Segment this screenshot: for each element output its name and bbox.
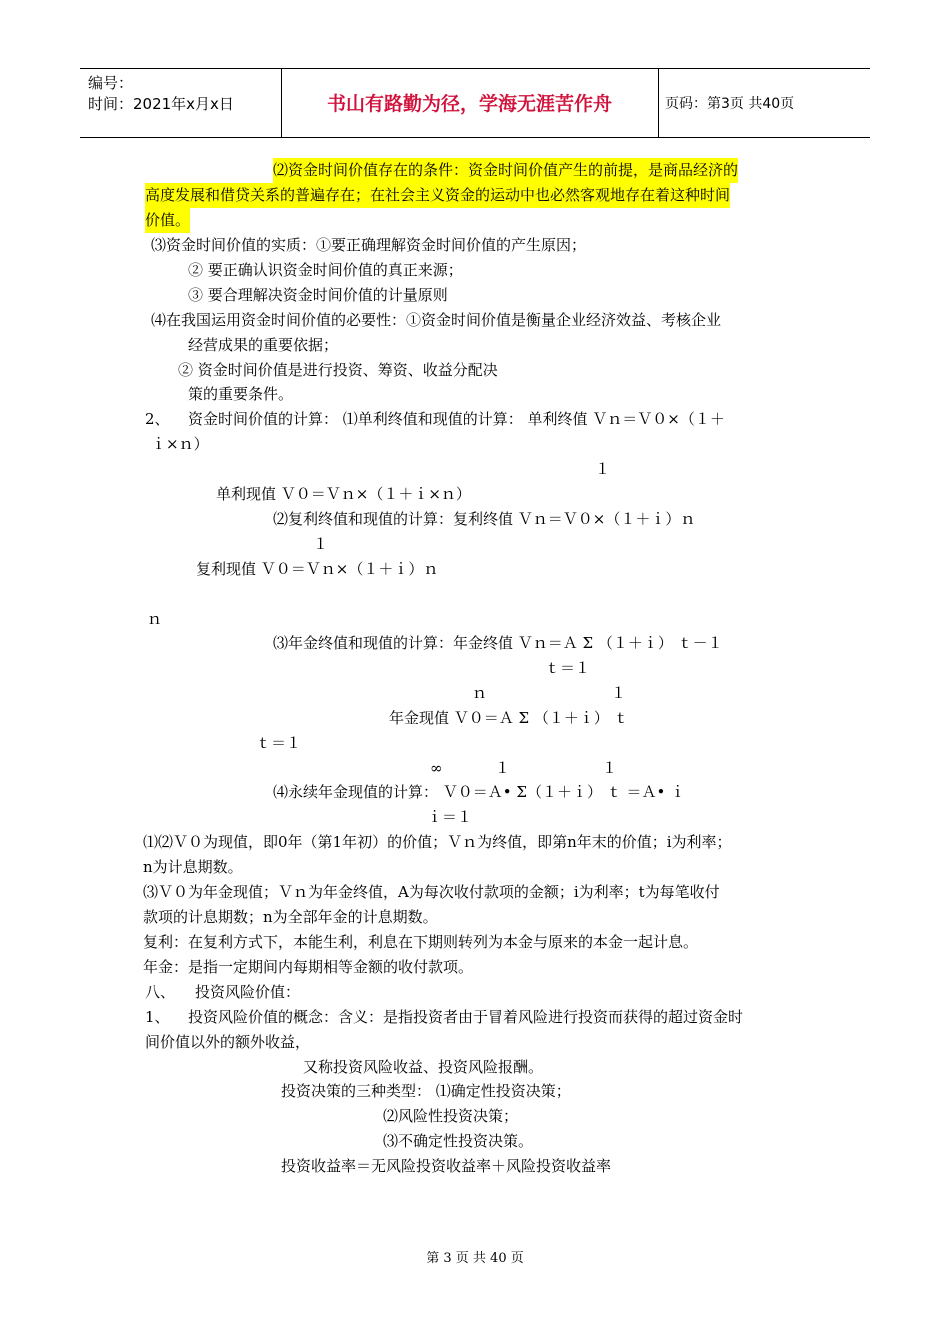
section-number: 1、 — [145, 1008, 170, 1026]
text-line: ⑷永续年金现值的计算： Ｖ０＝Ａ• Σ（１＋ｉ） ｔ ＝Ａ• ｉ — [273, 783, 686, 801]
text-line: ⑵复利终值和现值的计算：复利终值 Ｖｎ＝Ｖ０×（１＋ｉ）ｎ — [273, 510, 696, 528]
section-number: 2、 — [145, 410, 170, 428]
text-line: 投资决策的三种类型： ⑴确定性投资决策； — [281, 1082, 571, 1100]
page-footer: 第 3 页 共 40 页 — [426, 1251, 524, 1266]
text-line: 又称投资风险收益、投资风险报酬。 — [303, 1058, 544, 1076]
header-page-label: 页码：第3页 共40页 — [665, 96, 795, 112]
formula-sum-bound: ｔ＝１ — [545, 659, 591, 677]
text-line: ⑷在我国运用资金时间价值的必要性：①资金时间价值是衡量企业经济效益、考核企业 — [151, 311, 722, 329]
text-line: 经营成果的重要依据； — [188, 336, 339, 354]
text-line: 年金：是指一定期间内每期相等金额的收付款项。 — [143, 958, 474, 976]
formula-line: 年金现值 Ｖ０＝Ａ Σ （１＋ｉ） ｔ — [389, 709, 629, 727]
text-line: ｉ×ｎ） — [151, 435, 209, 453]
text-line: ⑴⑵Ｖ０为现值，即0年（第1年初）的价值；Ｖｎ为终值，即第n年末的价值；i为利率； — [143, 833, 732, 851]
text-line: 高度发展和借贷关系的普遍存在；在社会主义资金的运动中也必然客观地存在着这种时间 — [145, 183, 730, 208]
text-line: 价值。 — [145, 208, 190, 233]
header-motto: 书山有路勤为径，学海无涯苦作舟 — [326, 93, 612, 115]
text-line: 资金时间价值的计算： ⑴单利终值和现值的计算： 单利终值 Ｖｎ＝Ｖ０×（１＋ — [188, 410, 725, 428]
text-line: ⑶不确定性投资决策。 — [383, 1132, 534, 1150]
text-line: 投资风险价值的概念：含义：是指投资者由于冒着风险进行投资而获得的超过资金时 — [188, 1008, 744, 1026]
formula-fraction-numerator: １ — [595, 460, 611, 478]
section-number: 八、 — [145, 983, 176, 1001]
formula-fraction-numerator: １ — [602, 759, 618, 777]
text-line: ⑶年金终值和现值的计算：年金终值 Ｖｎ＝Ａ Σ （１＋ｉ） ｔ－１ — [273, 634, 723, 652]
text-line: 复利：在复利方式下，本能生利，利息在下期则转列为本金与原来的本金一起计息。 — [143, 933, 699, 951]
formula-fraction-numerator: １ — [313, 535, 329, 553]
text-line: ③ 要合理解决资金时间价值的计量原则 — [188, 286, 448, 304]
formula-line: 单利现值 Ｖ０＝Ｖｎ×（１＋ｉ×ｎ） — [216, 485, 471, 503]
formula-sum-bound: ｎ — [472, 684, 488, 702]
text-line: 策的重要条件。 — [188, 385, 294, 403]
text-line: n为计息期数。 — [143, 858, 243, 876]
formula-fraction-numerator: １ — [611, 684, 627, 702]
doc-number-label: 编号： — [88, 74, 134, 92]
doc-date-label: 时间：2021年x月x日 — [88, 95, 234, 113]
text-line: 款项的计息期数；n为全部年金的计息期数。 — [143, 908, 438, 926]
section-heading: 投资风险价值： — [195, 983, 301, 1001]
text-line: ⑶Ｖ０为年金现值；Ｖｎ为年金终值，A为每次收付款项的金额；i为利率；t为每笔收付 — [143, 883, 720, 901]
page-header — [80, 68, 870, 138]
text-line: 投资收益率＝无风险投资收益率＋风险投资收益率 — [281, 1157, 612, 1175]
header-meta — [88, 73, 234, 115]
text-line: ⑵资金时间价值存在的条件：资金时间价值产生的前提，是商品经济的 — [273, 158, 738, 183]
formula-sum-bound: ｉ＝１ — [427, 808, 473, 826]
formula-exponent: ｎ — [147, 610, 163, 628]
text-line: ⑶资金时间价值的实质：①要正确理解资金时间价值的产生原因； — [151, 236, 587, 254]
formula-sum-bound: ｔ＝１ — [256, 734, 302, 752]
formula-fraction-numerator: １ — [495, 759, 511, 777]
formula-sum-bound: ∞ — [430, 759, 443, 777]
text-line: ⑵风险性投资决策； — [383, 1107, 519, 1125]
header-divider — [658, 69, 659, 137]
text-line: ② 资金时间价值是进行投资、筹资、收益分配决 — [178, 361, 498, 379]
text-line: ② 要正确认识资金时间价值的真正来源； — [188, 261, 463, 279]
text-line: 间价值以外的额外收益， — [145, 1033, 311, 1051]
formula-line: 复利现值 Ｖ０＝Ｖｎ×（１＋ｉ）ｎ — [196, 560, 439, 578]
